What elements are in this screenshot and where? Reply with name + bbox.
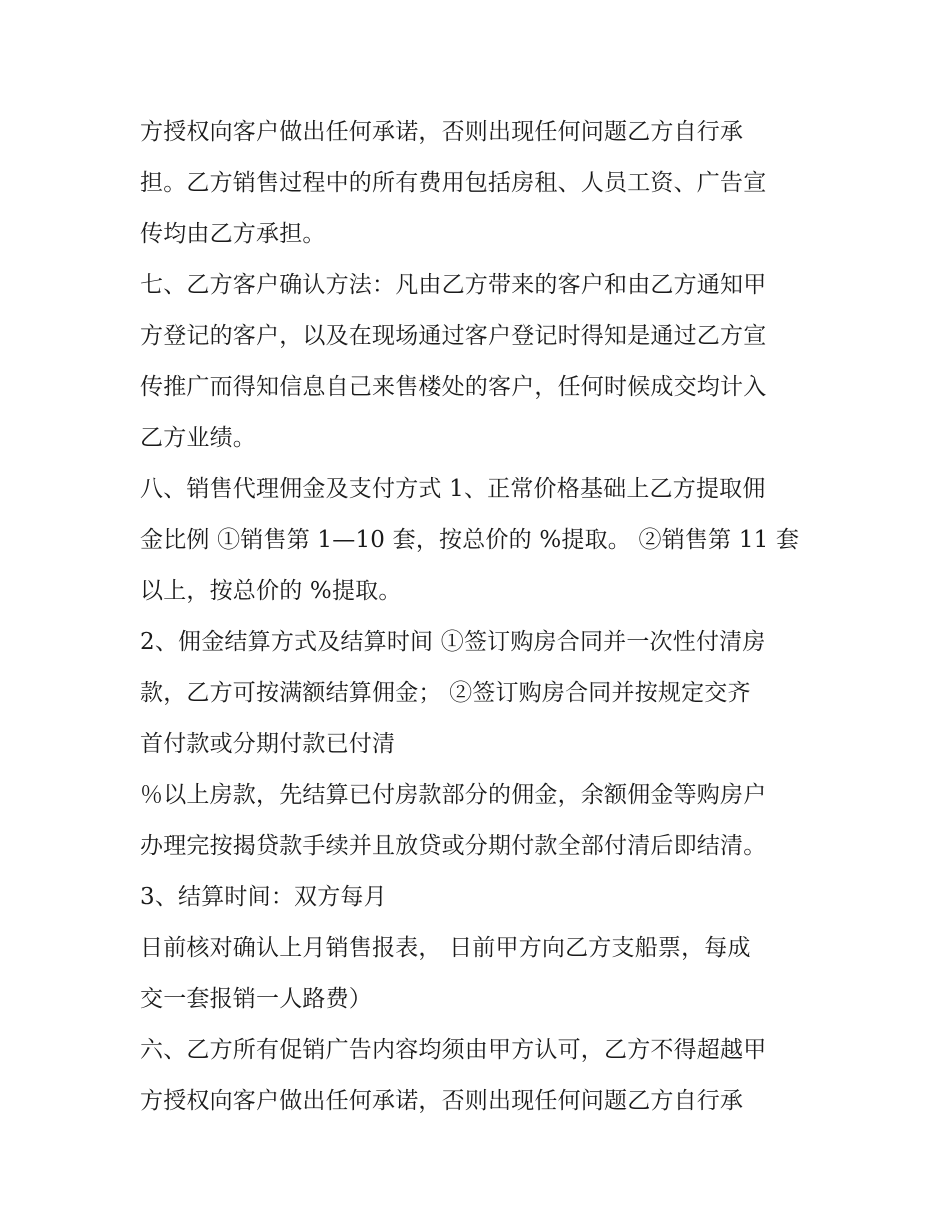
text-line: 办理完按揭贷款手续并且放贷或分期付款全部付清后即结清。	[140, 833, 767, 859]
text-line: 以上，按总价的 %提取。	[140, 578, 402, 604]
text-line: 方授权向客户做出任何承诺，否则出现任何问题乙方自行承	[140, 119, 744, 145]
text-line: 六、乙方所有促销广告内容均须由甲方认可，乙方不得超越甲	[140, 1037, 767, 1063]
text-line: 乙方业绩。	[140, 425, 256, 451]
text-line: 八、销售代理佣金及支付方式 1、正常价格基础上乙方提取佣	[140, 476, 766, 502]
text-line: 金比例 ①销售第 1—10 套，按总价的 %提取。 ②销售第 11 套	[140, 527, 800, 553]
text-line: 传均由乙方承担。	[140, 221, 326, 247]
text-line: 交一套报销一人路费）	[140, 986, 372, 1012]
text-line: 担。乙方销售过程中的所有费用包括房租、人员工资、广告宣	[140, 170, 767, 196]
text-line: 传推广而得知信息自己来售楼处的客户，任何时候成交均计入	[140, 374, 767, 400]
text-line: 款，乙方可按满额结算佣金； ②签订购房合同并按规定交齐	[140, 680, 751, 706]
text-line: ％以上房款，先结算已付房款部分的佣金，余额佣金等购房户	[140, 782, 767, 808]
text-line: 2、佣金结算方式及结算时间 ①签订购房合同并一次性付清房	[140, 629, 766, 655]
text-line: 3、结算时间：双方每月	[140, 884, 387, 910]
text-line: 首付款或分期付款已付清	[140, 731, 396, 757]
text-line: 方登记的客户，以及在现场通过客户登记时得知是通过乙方宣	[140, 323, 767, 349]
text-line: 方授权向客户做出任何承诺，否则出现任何问题乙方自行承	[140, 1088, 744, 1114]
document-body	[140, 107, 820, 1127]
text-line: 日前核对确认上月销售报表， 日前甲方向乙方支船票，每成	[140, 935, 751, 961]
text-line: 七、乙方客户确认方法：凡由乙方带来的客户和由乙方通知甲	[140, 272, 767, 298]
